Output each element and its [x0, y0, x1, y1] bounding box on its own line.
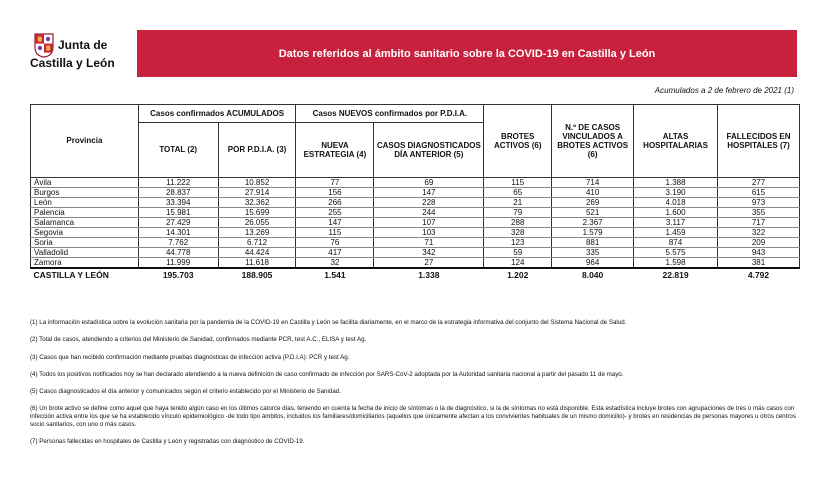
value-cell: 44.778: [138, 248, 218, 258]
value-cell: 269: [552, 198, 634, 208]
value-cell: 21: [484, 198, 552, 208]
footnote: (1) La información estadística sobre la evolución sanitaria por la pandemia de la COVID-19 en Castilla y León se facilita diariamente, en el marco de la estrategia informativa del conjunto del Sistema Nacional de Salud.: [30, 319, 627, 326]
value-cell: 4.018: [634, 198, 718, 208]
logo-text-line1: Junta de: [58, 38, 108, 52]
table-row: [31, 218, 800, 228]
header-diagnosticados: CASOS DIAGNOSTICADOS DÍA ANTERIOR (5): [374, 123, 484, 178]
total-value: 8.040: [552, 268, 634, 281]
value-cell: 79: [484, 208, 552, 218]
footnotes: [30, 319, 800, 455]
value-cell: 11.999: [138, 258, 218, 269]
value-cell: 342: [374, 248, 484, 258]
value-cell: 65: [484, 188, 552, 198]
value-cell: 1.598: [634, 258, 718, 269]
value-cell: 1.600: [634, 208, 718, 218]
footnote: (2) Total de casos, atendiendo a criterios del Ministerio de Sanidad, confirmados mediante PCR, test A.C., ELISA y test Ag.: [30, 336, 367, 344]
value-cell: 32: [296, 258, 374, 269]
header-fallecidos: FALLECIDOS EN HOSPITALES (7): [718, 105, 800, 178]
value-cell: 147: [296, 218, 374, 228]
table-row: [31, 238, 800, 248]
value-cell: 973: [718, 198, 800, 208]
header-brotes: BROTES ACTIVOS (6): [484, 105, 552, 178]
value-cell: 156: [296, 188, 374, 198]
covid-data-table: [30, 104, 800, 281]
value-cell: 964: [552, 258, 634, 269]
value-cell: 6.712: [218, 238, 296, 248]
value-cell: 355: [718, 208, 800, 218]
value-cell: 209: [718, 238, 800, 248]
header-acumulados: Casos confirmados ACUMULADOS: [138, 105, 296, 123]
value-cell: 44.424: [218, 248, 296, 258]
value-cell: 417: [296, 248, 374, 258]
value-cell: 244: [374, 208, 484, 218]
footnote: (3) Casos que han recibido confirmación mediante pruebas diagnósticas de infección activa (P.D.I.A): PCR y test Ag.: [30, 353, 350, 361]
value-cell: 107: [374, 218, 484, 228]
value-cell: 521: [552, 208, 634, 218]
table-row: [31, 208, 800, 218]
total-value: 1.338: [374, 268, 484, 281]
value-cell: 77: [296, 178, 374, 188]
value-cell: 1.388: [634, 178, 718, 188]
value-cell: 33.394: [138, 198, 218, 208]
province-cell: Ávila: [31, 178, 139, 188]
table-row: [31, 228, 800, 238]
title-banner: [137, 30, 797, 77]
value-cell: 115: [296, 228, 374, 238]
header-nueva-estrategia: NUEVA ESTRATEGIA (4): [296, 123, 374, 178]
header-provincia: Provincia: [31, 105, 139, 178]
value-cell: 1.579: [552, 228, 634, 238]
province-cell: Soria: [31, 238, 139, 248]
value-cell: 2.367: [552, 218, 634, 228]
footnote: (7) Personas fallecidas en hospitales de Castilla y León y registradas con diagnóstico de COVID-19.: [30, 438, 305, 445]
value-cell: 7.762: [138, 238, 218, 248]
total-value: 1.541: [296, 268, 374, 281]
value-cell: 410: [552, 188, 634, 198]
footnote: (6) Un brote activo se define como aquel que haya tenido algún caso en los últimos catorce días, teniendo en cuenta la fecha de inicio de síntomas o la de diagnóstico, si la de síntomas no está disponible. Esta estadística incluye brotes con agrupaciones de tres o más casos con infección activa entre los que se ha establecido vínculo epidemiológico -de todo tipo ámbitos, incluidos los familiares/domiciliarios (aquellos que únicamente afectan a los convivientes habituales de un mismo domicilio)- y brotes en residencias de personas mayores u otros centros socio sanitarios, con uno o más casos.: [30, 405, 796, 428]
total-value: 188.905: [218, 268, 296, 281]
value-cell: 10.852: [218, 178, 296, 188]
value-cell: 27.429: [138, 218, 218, 228]
total-value: 4.792: [718, 268, 800, 281]
header-altas: ALTAS HOSPITALARIAS: [634, 105, 718, 178]
value-cell: 322: [718, 228, 800, 238]
header-pdia: POR P.D.I.A. (3): [218, 123, 296, 178]
value-cell: 13.269: [218, 228, 296, 238]
value-cell: 615: [718, 188, 800, 198]
table-row: [31, 248, 800, 258]
total-value: 195.703: [138, 268, 218, 281]
value-cell: 228: [374, 198, 484, 208]
logo-text-line2: Castilla y León: [30, 56, 115, 70]
table-row: [31, 188, 800, 198]
value-cell: 1.459: [634, 228, 718, 238]
value-cell: 714: [552, 178, 634, 188]
footnote: (5) Casos diagnosticados el día anterior y comunicados según el criterio establecido por el Ministerio de Sanidad.: [30, 388, 341, 395]
value-cell: 27: [374, 258, 484, 269]
value-cell: 26.055: [218, 218, 296, 228]
value-cell: 277: [718, 178, 800, 188]
value-cell: 328: [484, 228, 552, 238]
value-cell: 32.362: [218, 198, 296, 208]
header-total: TOTAL (2): [138, 123, 218, 178]
banner-title: Datos referidos al ámbito sanitario sobre la COVID-19 en Castilla y León: [278, 47, 656, 60]
coat-of-arms-icon: [34, 32, 54, 58]
value-cell: 874: [634, 238, 718, 248]
province-cell: Burgos: [31, 188, 139, 198]
province-cell: Valladolid: [31, 248, 139, 258]
value-cell: 881: [552, 238, 634, 248]
value-cell: 123: [484, 238, 552, 248]
province-cell: Zamora: [31, 258, 139, 269]
as-of-date: Acumulados a 2 de febrero de 2021 (1): [654, 86, 794, 95]
value-cell: 3.190: [634, 188, 718, 198]
total-value: 1.202: [484, 268, 552, 281]
value-cell: 124: [484, 258, 552, 269]
junta-logo: [30, 30, 120, 85]
header-nuevos: Casos NUEVOS confirmados por P.D.I.A.: [296, 105, 484, 123]
value-cell: 288: [484, 218, 552, 228]
value-cell: 943: [718, 248, 800, 258]
value-cell: 266: [296, 198, 374, 208]
table-row: [31, 258, 800, 269]
value-cell: 717: [718, 218, 800, 228]
value-cell: 5.575: [634, 248, 718, 258]
value-cell: 335: [552, 248, 634, 258]
value-cell: 59: [484, 248, 552, 258]
value-cell: 255: [296, 208, 374, 218]
header-vinculados: N.º DE CASOS VINCULADOS A BROTES ACTIVOS (6): [552, 105, 634, 178]
province-cell: León: [31, 198, 139, 208]
value-cell: 28.837: [138, 188, 218, 198]
footnote: (4) Todos los positivos notificados hoy se han declarado atendiendo a la nueva definición de caso confirmado de infección por SARS-CoV-2 adoptada por la Autoridad sanitaria nacional a partir del pasado 11 de mayo.: [30, 370, 624, 378]
value-cell: 115: [484, 178, 552, 188]
table-row: [31, 178, 800, 188]
value-cell: 11.618: [218, 258, 296, 269]
value-cell: 14.301: [138, 228, 218, 238]
value-cell: 103: [374, 228, 484, 238]
value-cell: 71: [374, 238, 484, 248]
total-label: CASTILLA Y LEÓN: [31, 268, 139, 281]
value-cell: 69: [374, 178, 484, 188]
province-cell: Segovia: [31, 228, 139, 238]
value-cell: 27.914: [218, 188, 296, 198]
value-cell: 147: [374, 188, 484, 198]
value-cell: 3.117: [634, 218, 718, 228]
table-row: [31, 198, 800, 208]
total-row: [31, 268, 800, 281]
province-cell: Salamanca: [31, 218, 139, 228]
value-cell: 15.981: [138, 208, 218, 218]
value-cell: 76: [296, 238, 374, 248]
total-value: 22.819: [634, 268, 718, 281]
value-cell: 381: [718, 258, 800, 269]
province-cell: Palencia: [31, 208, 139, 218]
value-cell: 11.222: [138, 178, 218, 188]
value-cell: 15.699: [218, 208, 296, 218]
